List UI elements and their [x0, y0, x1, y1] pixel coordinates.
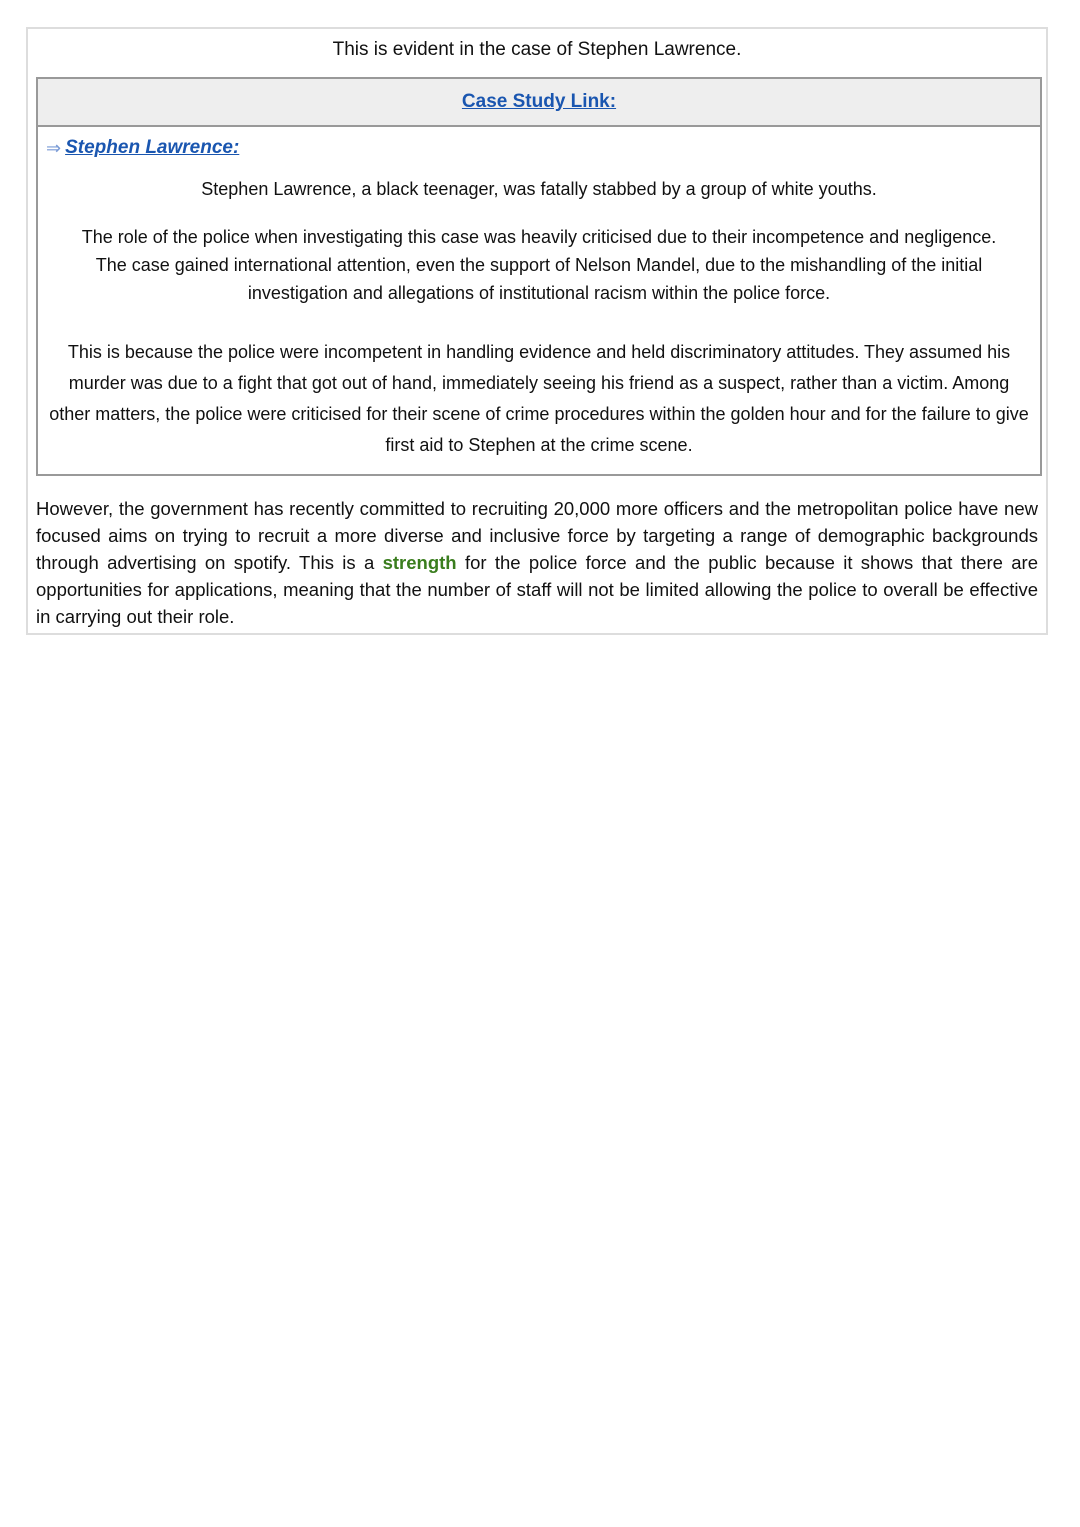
- conclusion-paragraph: [36, 495, 1038, 630]
- case-paragraph: Stephen Lawrence, a black teenager, was fatally stabbed by a group of white youths.: [201, 179, 877, 199]
- conclusion-text: However, the government has recently committed to recruiting 20,000 more officers and the metropolitan police have new focused aims on trying to recruit a more diverse and inclusive force by targeting a range of demographic backgrounds through advertising on spotify. This is a: [36, 498, 1038, 573]
- case-study-box: [36, 77, 1042, 476]
- case-paragraph: The role of the police when investigating this case was heavily criticised due to their incompetence and negligence. The case gained international attention, even the support of Nelson Mandel, due to the mishandling of the initial investigation and allegations of institutional racism within the police force.: [81, 227, 997, 303]
- document-section: [26, 27, 1048, 635]
- case-study-header: [38, 79, 1040, 127]
- case-study-title-link[interactable]: Stephen Lawrence:: [65, 137, 240, 158]
- case-study-title-row: [46, 137, 1040, 159]
- double-arrow-icon: ⇒: [46, 137, 62, 158]
- case-paragraph: This is because the police were incompetent in handling evidence and held discriminatory attitudes. They assumed his murder was due to a fight that got out of hand, immediately seeing his friend as a suspect, rather than a victim. Among other matters, the police were criticised for their scene of crime procedures within the golden hour and for the failure to give first aid to Stephen at the crime scene.: [49, 342, 1029, 455]
- strength-highlight: strength: [382, 552, 457, 573]
- intro-text: This is evident in the case of Stephen Lawrence.: [332, 39, 742, 60]
- conclusion-text: for the police force and the public because it shows that there are opportunities for applications, meaning that the number of staff will not be limited allowing the police to overall be effective in carrying out their role.: [36, 552, 1039, 627]
- case-study-link[interactable]: Case Study Link:: [461, 91, 617, 112]
